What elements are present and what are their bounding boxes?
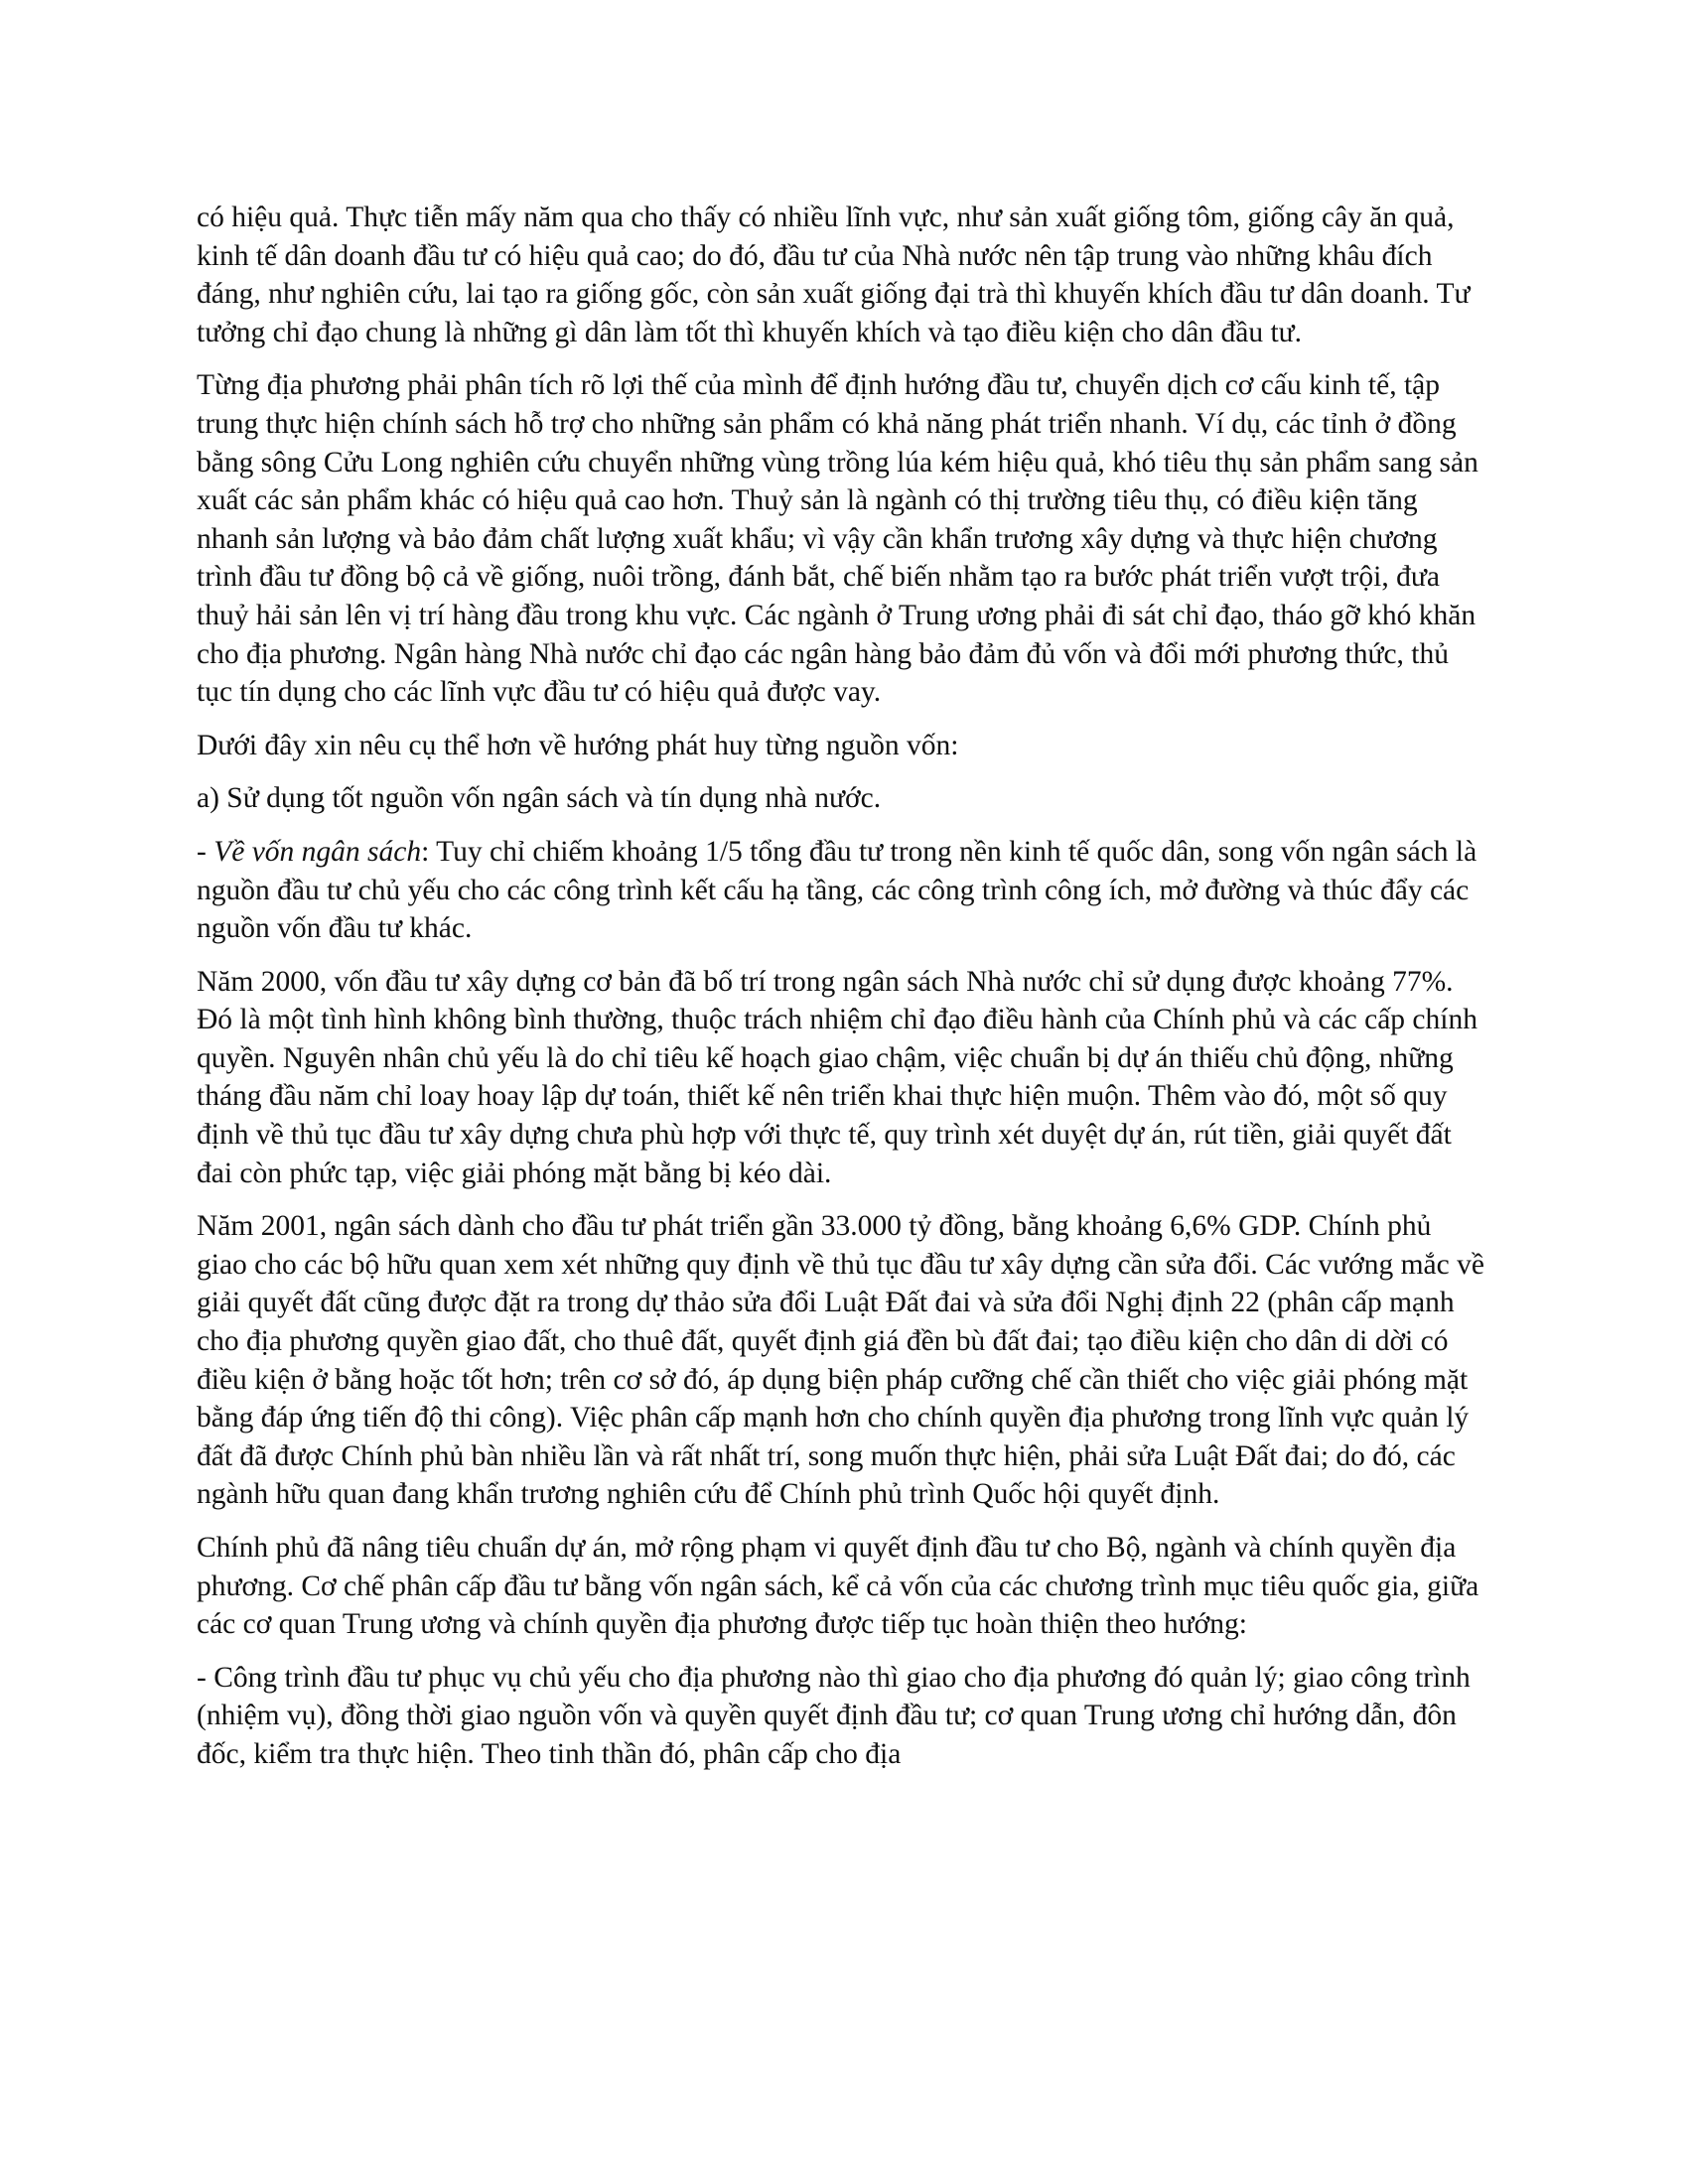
paragraph-budget-capital: [197, 833, 1485, 948]
paragraph-decentralization-bullet: - Công trình đầu tư phục vụ chủ yếu cho địa phương nào thì giao cho địa phương đó quản lý; giao công trình (nhiệm vụ), đồng thời giao nguồn vốn và quyền quyết định đầu tư; cơ quan Trung ương chỉ hướng dẫn, đôn đốc, kiểm tra thực hiện. Theo tinh thần đó, phân cấp cho địa: [197, 1661, 1471, 1770]
paragraph-investment-efficiency: có hiệu quả. Thực tiễn mấy năm qua cho thấy có nhiều lĩnh vực, như sản xuất giống tôm, giống cây ăn quả, kinh tế dân doanh đầu tư có hiệu quả cao; do đó, đầu tư của Nhà nước nên tập trung vào những khâu đích đáng, như nghiên cứu, lai tạo ra giống gốc, còn sản xuất giống đại trà thì khuyến khích đầu tư dân doanh. Tư tưởng chỉ đạo chung là những gì dân làm tốt thì khuyến khích và tạo điều kiện cho dân đầu tư.: [197, 202, 1471, 348]
budget-text: : Tuy chỉ chiếm khoảng 1/5 tổng đầu tư trong nền kinh tế quốc dân, song vốn ngân sách là nguồn đầu tư chủ yếu cho các công trình kết cấu hạ tầng, các công trình công ích, mở đường và thúc đẩy các nguồn vốn đầu tư khác.: [197, 835, 1477, 945]
paragraph-year-2000: Năm 2000, vốn đầu tư xây dựng cơ bản đã bố trí trong ngân sách Nhà nước chỉ sử dụng được khoảng 77%. Đó là một tình hình không bình thường, thuộc trách nhiệm chỉ đạo điều hành của Chính phủ và các cấp chính quyền. Nguyên nhân chủ yếu là do chỉ tiêu kế hoạch giao chậm, việc chuẩn bị dự án thiếu chủ động, những tháng đầu năm chỉ loay hoay lập dự toán, thiết kế nên triển khai thực hiện muộn. Thêm vào đó, một số quy định về thủ tục đầu tư xây dựng chưa phù hợp với thực tế, quy trình xét duyệt dự án, rút tiền, giải quyết đất đai còn phức tạp, việc giải phóng mặt bằng bị kéo dài.: [197, 965, 1477, 1189]
budget-prefix: -: [197, 835, 214, 868]
budget-italic-label: Về vốn ngân sách: [213, 835, 422, 868]
document-page: [197, 199, 1485, 1789]
paragraph-local-advantages: Từng địa phương phải phân tích rõ lợi thế của mình để định hướng đầu tư, chuyển dịch cơ cấu kinh tế, tập trung thực hiện chính sách hỗ trợ cho những sản phẩm có khả năng phát triển nhanh. Ví dụ, các tỉnh ở đồng bằng sông Cửu Long nghiên cứu chuyển những vùng trồng lúa kém hiệu quả, khó tiêu thụ sản phẩm sang sản xuất các sản phẩm khác có hiệu quả cao hơn. Thuỷ sản là ngành có thị trường tiêu thụ, có điều kiện tăng nhanh sản lượng và bảo đảm chất lượng xuất khẩu; vì vậy cần khẩn trương xây dựng và thực hiện chương trình đầu tư đồng bộ cả về giống, nuôi trồng, đánh bắt, chế biến nhằm tạo ra bước phát triển vượt trội, đưa thuỷ hải sản lên vị trí hàng đầu trong khu vực. Các ngành ở Trung ương phải đi sát chỉ đạo, tháo gỡ khó khăn cho địa phương. Ngân hàng Nhà nước chỉ đạo các ngân hàng bảo đảm đủ vốn và đổi mới phương thức, thủ tục tín dụng cho các lĩnh vực đầu tư có hiệu quả được vay.: [197, 369, 1478, 709]
paragraph-capital-sources-intro: Dưới đây xin nêu cụ thể hơn về hướng phát huy từng nguồn vốn:: [197, 729, 959, 761]
paragraph-government-standards: Chính phủ đã nâng tiêu chuẩn dự án, mở rộng phạm vi quyết định đầu tư cho Bộ, ngành và chính quyền địa phương. Cơ chế phân cấp đầu tư bằng vốn ngân sách, kể cả vốn của các chương trình mục tiêu quốc gia, giữa các cơ quan Trung ương và chính quyền địa phương được tiếp tục hoàn thiện theo hướng:: [197, 1532, 1479, 1641]
paragraph-year-2001: Năm 2001, ngân sách dành cho đầu tư phát triển gần 33.000 tỷ đồng, bằng khoảng 6,6% GDP. Chính phủ giao cho các bộ hữu quan xem xét những quy định về thủ tục đầu tư xây dựng cần sửa đổi. Các vướng mắc về giải quyết đất cũng được đặt ra trong dự thảo sửa đổi Luật Đất đai và sửa đổi Nghị định 22 (phân cấp mạnh cho địa phương quyền giao đất, cho thuê đất, quyết định giá đền bù đất đai; tạo điều kiện cho dân di dời có điều kiện ở bằng hoặc tốt hơn; trên cơ sở đó, áp dụng biện pháp cưỡng chế cần thiết cho việc giải phóng mặt bằng đáp ứng tiến độ thi công). Việc phân cấp mạnh hơn cho chính quyền địa phương trong lĩnh vực quản lý đất đã được Chính phủ bàn nhiều lần và rất nhất trí, song muốn thực hiện, phải sửa Luật Đất đai; do đó, các ngành hữu quan đang khẩn trương nghiên cứu để Chính phủ trình Quốc hội quyết định.: [197, 1210, 1484, 1511]
paragraph-item-a: a) Sử dụng tốt nguồn vốn ngân sách và tín dụng nhà nước.: [197, 782, 882, 815]
